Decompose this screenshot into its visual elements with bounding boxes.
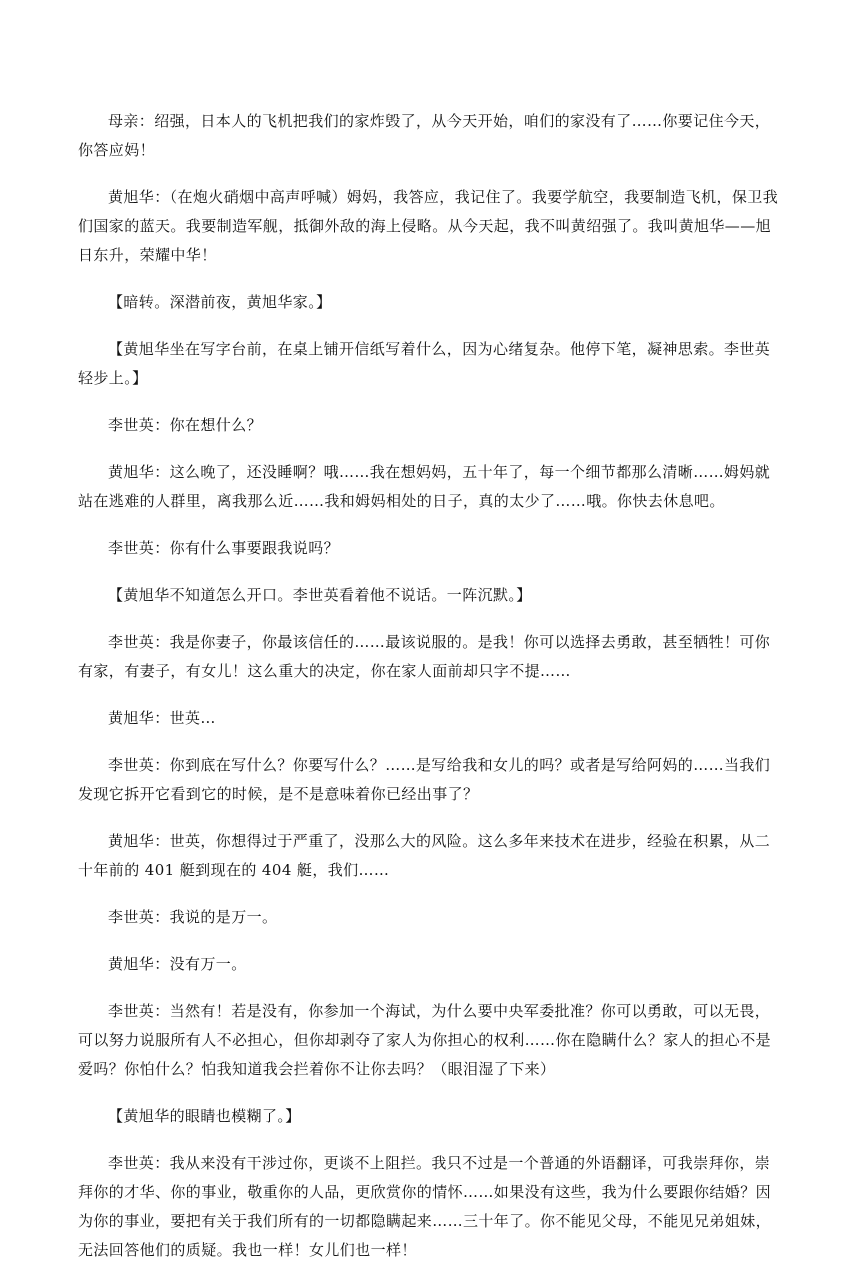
stage-direction: 【黄旭华坐在写字台前，在桌上铺开信纸写着什么，因为心绪复杂。他停下笔，凝神思索。李世英轻步上。】 <box>78 340 771 387</box>
dialogue-huang-xuhua: 黄旭华：世英… <box>108 709 216 727</box>
stage-direction: 【暗转。深潜前夜，黄旭华家。】 <box>108 293 332 311</box>
dialogue-li-shiying: 李世英：我说的是万一。 <box>108 908 278 926</box>
dialogue-huang-xuhua: 黄旭华：这么晚了，还没睡啊？哦……我在想妈妈，五十年了，每一个细节都那么清晰……姆妈就站在逃难的人群里，离我那么近……我和姆妈相处的日子，真的太少了……哦。你快去休息吧。 <box>78 463 771 510</box>
dialogue-li-shiying: 李世英：我是你妻子，你最该信任的……最该说服的。是我！你可以选择去勇敢，甚至牺牲！可你有家，有妻子，有女儿！这么重大的决定，你在家人面前却只字不提…… <box>78 633 771 680</box>
dialogue-li-shiying: 李世英：你有什么事要跟我说吗？ <box>108 539 340 557</box>
dialogue-huang-xuhua: 黄旭华：没有万一。 <box>108 955 247 973</box>
stage-direction: 【黄旭华不知道怎么开口。李世英看着他不说话。一阵沉默。】 <box>108 586 532 604</box>
script-text-body <box>78 107 784 1283</box>
dialogue-li-shiying: 李世英：你在想什么？ <box>108 416 263 434</box>
dialogue-huang-xuhua: 黄旭华：世英，你想得过于严重了，没那么大的风险。这么多年来技术在进步，经验在积累，从二十年前的 401 艇到现在的 404 艇，我们…… <box>78 832 771 879</box>
dialogue-mother: 母亲：绍强，日本人的飞机把我们的家炸毁了，从今天开始，咱们的家没有了……你要记住今天，你答应妈！ <box>78 112 771 159</box>
stage-direction: 【黄旭华的眼睛也模糊了。】 <box>108 1107 301 1125</box>
dialogue-li-shiying: 李世英：你到底在写什么？你要写什么？……是写给我和女儿的吗？或者是写给阿妈的……当我们发现它拆开它看到它的时候，是不是意味着你已经出事了？ <box>78 756 771 803</box>
dialogue-huang-xuhua: 黄旭华：（在炮火硝烟中高声呼喊）姆妈，我答应，我记住了。我要学航空，我要制造飞机，保卫我们国家的蓝天。我要制造军舰，抵御外敌的海上侵略。从今天起，我不叫黄绍强了。我叫黄旭华——旭日东升，荣耀中华！ <box>78 188 779 264</box>
dialogue-li-shiying: 李世英：我从来没有干涉过你，更谈不上阻拦。我只不过是一个普通的外语翻译，可我崇拜你，崇拜你的才华、你的事业，敬重你的人品，更欣赏你的情怀……如果没有这些，我为什么要跟你结婚？因为你的事业，要把有关于我们所有的一切都隐瞒起来……三十年了。你不能见父母，不能见兄弟姐妹，无法回答他们的质疑。我也一样！女儿们也一样！ <box>78 1154 772 1259</box>
dialogue-li-shiying: 李世英：当然有！若是没有，你参加一个海试，为什么要中央军委批准？你可以勇敢，可以无畏，可以努力说服所有人不必担心，但你却剥夺了家人为你担心的权利……你在隐瞒什么？家人的担心不是爱吗？你怕什么？怕我知道我会拦着你不让你去吗？（眼泪湿了下来） <box>78 1002 772 1078</box>
